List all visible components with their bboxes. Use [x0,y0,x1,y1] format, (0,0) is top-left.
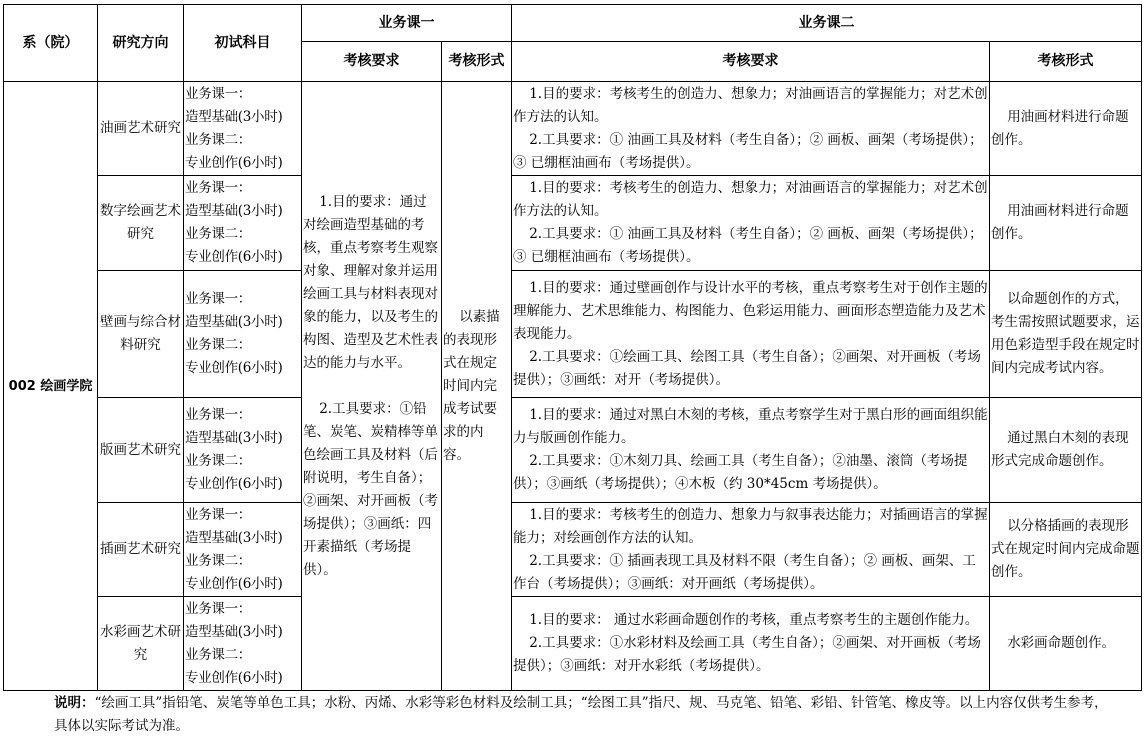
footnote-label: 说明： [54,695,95,711]
subjects-cell: 业务课一： 造型基础(3小时) 业务课二： 专业创作(6小时) [184,176,302,271]
course2-form-cell: 用油画材料进行命题创作。 [990,82,1142,176]
direction-cell: 版画艺术研究 [98,398,184,503]
course2-form-cell: 通过黑白木刻的表现形式完成命题创作。 [990,398,1142,503]
table-row [4,597,1142,691]
header-course2-form: 考核形式 [990,42,1142,82]
subjects-cell: 业务课一： 造型基础(3小时) 业务课二： 专业创作(6小时) [184,597,302,691]
table-row [4,398,1142,503]
course2-form-cell: 以命题创作的方式，考生需按照试题要求，运用色彩造型手段在规定时间内完成考试内容。 [990,271,1142,398]
course1-requirements-cell: 1.目的要求：通过对绘画造型基础的考核，重点考察考生观察对象、理解对象并运用绘画工具与材料表现对象的能力，以及考生的构图、造型及艺术性表达的能力与水平。 2.工具要求：①铅笔、炭笔、炭精棒等单色绘画工具及材料（后附说明，考生自备）；②画架、对开画板（考场提供）；③画纸：四开素描纸（考场提供）。 [302,82,442,691]
table-row [4,271,1142,398]
course2-requirements-cell: 1.目的要求：考核考生的创造力、想象力；对油画语言的掌握能力；对艺术创作方法的认知。 2.工具要求：① 油画工具及材料（考生自备）；② 画板、画架（考场提供）；③ 已绷框油画布（考场提供）。 [512,82,990,176]
header-direction: 研究方向 [98,5,184,82]
course2-form-cell: 以分格插画的表现形式在规定时间内完成命题创作。 [990,503,1142,597]
header-subjects: 初试科目 [184,5,302,82]
footnote-text: “绘画工具”指铅笔、炭笔等单色工具；水粉、丙烯、水彩等彩色材料及绘制工具；“绘图工具”指尺、规、马克笔、铅笔、彩铅、针管笔、橡皮等。以上内容仅供考生参考，具体以实际考试为准。 [54,695,1108,734]
course1-form-cell: 以素描的表现形式在规定时间内完成考试要求的内容。 [442,82,512,691]
subjects-cell: 业务课一： 造型基础(3小时) 业务课二： 专业创作(6小时) [184,398,302,503]
course2-form-cell: 用油画材料进行命题创作。 [990,176,1142,271]
exam-requirements-table [3,4,1142,691]
header-course2: 业务课二 [512,5,1142,42]
direction-cell: 水彩画艺术研究 [98,597,184,691]
header-course1: 业务课一 [302,5,512,42]
subjects-cell: 业务课一： 造型基础(3小时) 业务课二： 专业创作(6小时) [184,82,302,176]
course2-requirements-cell: 1.目的要求：通过对黑白木刻的考核，重点考察学生对于黑白形的画面组织能力与版画创作能力。 2.工具要求：①木刻刀具、绘画工具（考生自备）；②油墨、滚筒（考场提供）；③画纸（考场提供）；④木板（约 30*45cm 考场提供）。 [512,398,990,503]
direction-cell: 数字绘画艺术研究 [98,176,184,271]
table-row [4,82,1142,176]
department-cell: 002 绘画学院 [4,82,98,691]
subjects-cell: 业务课一： 造型基础(3小时) 业务课二： 专业创作(6小时) [184,503,302,597]
course2-requirements-cell: 1.目的要求：通过壁画创作与设计水平的考核，重点考察考生对于创作主题的理解能力、艺术思维能力、构图能力、色彩运用能力、画面形态塑造能力及艺术表现能力。 2.工具要求：①绘画工具、绘图工具（考生自备）；②画架、对开画板（考场提供）；③画纸：对开（考场提供）。 [512,271,990,398]
header-course1-form: 考核形式 [442,42,512,82]
direction-cell: 插画艺术研究 [98,503,184,597]
subjects-cell: 业务课一： 造型基础(3小时) 业务课二： 专业创作(6小时) [184,271,302,398]
header-course1-req: 考核要求 [302,42,442,82]
direction-cell: 壁画与综合材料研究 [98,271,184,398]
header-course2-req: 考核要求 [512,42,990,82]
course2-requirements-cell: 1.目的要求：考核考生的创造力、想象力；对油画语言的掌握能力；对艺术创作方法的认知。 2.工具要求：① 油画工具及材料（考生自备）；② 画板、画架（考场提供）；③ 已绷框油画布（考场提供）。 [512,176,990,271]
footnote [54,692,1114,738]
course2-requirements-cell: 1.目的要求：考核考生的创造力、想象力与叙事表达能力；对插画语言的掌握能力；对绘画创作方法的认知。 2.工具要求：① 插画表现工具及材料不限（考生自备）；② 画板、画架、工作台（考场提供）；③画纸：对开画纸（考场提供）。 [512,503,990,597]
course2-requirements-cell: 1.目的要求： 通过水彩画命题创作的考核，重点考察考生的主题创作能力。 2.工具要求：①水彩材料及绘画工具（考生自备）；②画架、对开画板（考场提供）；③画纸：对开水彩纸（考场提供）。 [512,597,990,691]
course2-form-cell: 水彩画命题创作。 [990,597,1142,691]
table-row [4,503,1142,597]
table-row [4,176,1142,271]
direction-cell: 油画艺术研究 [98,82,184,176]
header-dept: 系（院） [4,5,98,82]
